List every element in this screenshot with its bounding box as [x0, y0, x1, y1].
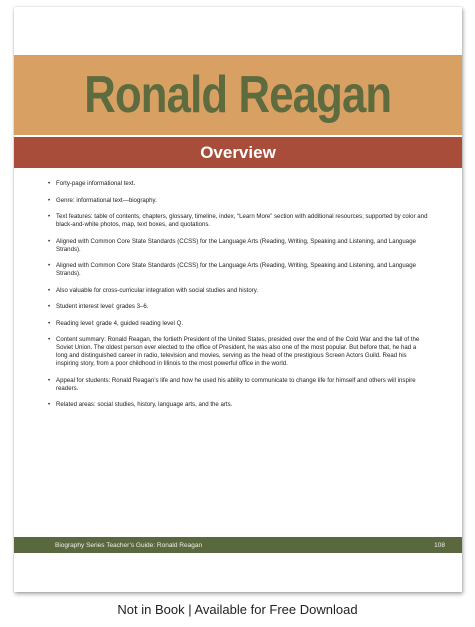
bullet-icon: •: [48, 401, 51, 408]
page-number: 108: [434, 541, 445, 549]
document-page: [14, 7, 462, 592]
bullet-icon: •: [48, 286, 51, 294]
bullet-icon: •: [48, 376, 51, 384]
list-item: [48, 213, 428, 229]
list-item: [48, 262, 428, 278]
list-item-text: Also valuable for cross-curricular integration with social studies and history.: [56, 286, 259, 294]
list-item: [48, 287, 428, 295]
document-title: Ronald Reagan: [84, 66, 392, 124]
bullet-icon: •: [48, 319, 51, 327]
list-item-text: Reading level: grade 4, guided reading level Q.: [56, 319, 184, 327]
page-footer: [14, 537, 462, 553]
list-item-text: Aligned with Common Core State Standards (CCSS) for the Language Arts (Reading, Writing, Speaking and Listening, and Language Strands).: [56, 237, 416, 253]
footer-text: Biography Series Teacher’s Guide: Ronald Reagan: [55, 541, 203, 549]
bullet-icon: •: [48, 336, 51, 343]
list-item-text: Appeal for students: Ronald Reagan’s life and how he used his ability to communicate to change life for himself and others will inspire readers.: [56, 376, 416, 392]
list-item: [48, 377, 428, 393]
bullet-icon: •: [48, 180, 51, 187]
list-item-text: Aligned with Common Core State Standards (CCSS) for the Language Arts (Reading, Writing, Speaking and Listening, and Language Strands).: [56, 262, 416, 277]
section-heading: Overview: [200, 142, 276, 162]
list-item-text: Student interest level: grades 3–6.: [56, 303, 149, 310]
list-item-text: Text features: table of contents, chapters, glossary, timeline, index, “Learn More” section with additional resources; supported by color and black-and-white photos, map, text boxes, and quotations.: [56, 213, 428, 228]
list-item: [48, 197, 428, 205]
list-item: [48, 180, 428, 188]
list-item-text: Related areas: social studies, history, language arts, and the arts.: [56, 401, 233, 408]
section-banner: [14, 137, 462, 168]
bullet-icon: •: [48, 262, 51, 269]
bullet-icon: •: [48, 213, 51, 220]
list-item: [48, 238, 428, 254]
list-item-text: Forty-page informational text.: [56, 180, 136, 187]
list-item-text: Content summary: Ronald Reagan, the fortieth President of the United States, presided over the end of the Cold War and the fall of the Soviet Union. The oldest person ever elected to the office of President, he was also one of the most popular. But before that, he had a long and distinguished career in radio, television and movies, serving as the head of the prestigious Screen Actors Guild. Read his inspiring story, from a poor childhood in Illinois to the most powerful office in the world.: [56, 336, 420, 367]
title-banner: [14, 55, 462, 135]
list-item: [48, 401, 428, 409]
download-caption: Not in Book | Available for Free Download: [117, 602, 358, 617]
list-item-text: Genre: informational text—biography.: [56, 196, 157, 204]
list-item: [48, 303, 428, 311]
overview-list: [48, 180, 428, 418]
bullet-icon: •: [48, 196, 51, 204]
list-item: [48, 320, 428, 328]
bullet-icon: •: [48, 237, 51, 245]
list-item: [48, 336, 428, 368]
bullet-icon: •: [48, 303, 51, 310]
